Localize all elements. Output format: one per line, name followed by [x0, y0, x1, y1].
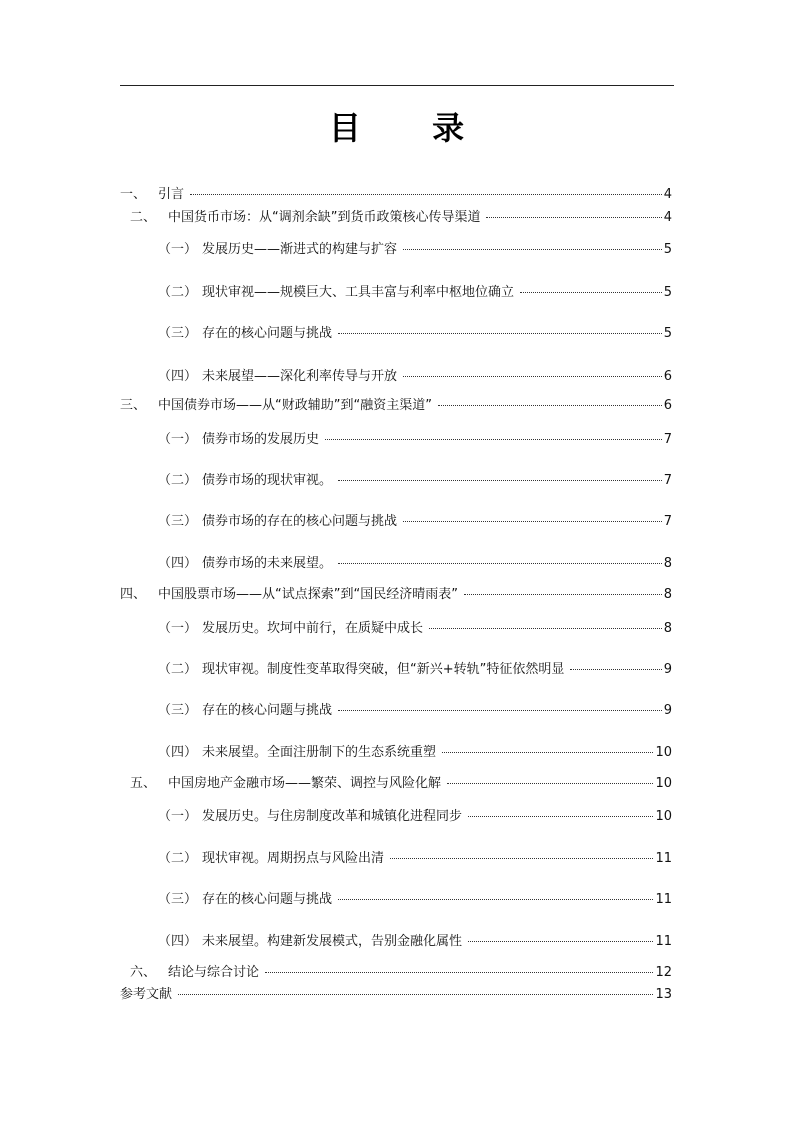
toc-entry[interactable] [158, 431, 672, 449]
dot-leader [178, 994, 653, 995]
toc-entry-page-number: 11 [655, 934, 672, 949]
toc-entry-page-number: 6 [663, 398, 672, 413]
toc-entry-page-number: 4 [663, 210, 672, 225]
toc-entry-number: （三） [158, 892, 198, 907]
toc-entry[interactable] [158, 933, 672, 951]
toc-entry-page-number: 5 [663, 285, 672, 300]
toc-entry-page-number: 6 [663, 369, 672, 384]
toc-entry-number: （四） [158, 369, 198, 384]
toc-entry-number: （一） [158, 809, 198, 824]
dot-leader [403, 249, 662, 250]
toc-entry-label: 存在的核心问题与挑战 [202, 326, 333, 341]
toc-entry-label: 存在的核心问题与挑战 [202, 703, 333, 718]
toc-entry-page-number: 7 [663, 473, 672, 488]
toc-entry-page-number: 10 [655, 745, 672, 760]
dot-leader [468, 941, 653, 942]
toc-entry-label: 结论与综合讨论 [168, 965, 260, 980]
toc-entry-page-number: 7 [663, 514, 672, 529]
dot-leader [570, 669, 661, 670]
toc-entry-label: 债券市场的现状审视。 [202, 473, 333, 488]
toc-entry-label: 存在的核心问题与挑战 [202, 892, 333, 907]
toc-entry-number: 二、 [130, 210, 157, 225]
toc-entry-page-number: 4 [663, 187, 672, 202]
dot-leader [265, 972, 653, 973]
dot-leader [338, 333, 662, 334]
toc-entry-number: 一、 [120, 187, 147, 202]
toc-entry-page-number: 12 [655, 965, 672, 980]
toc-entry-label: 债券市场的发展历史 [202, 432, 320, 447]
toc-entry-page-number: 5 [663, 326, 672, 341]
toc-entry-label: 发展历史。坎坷中前行，在质疑中成长 [202, 621, 424, 636]
toc-entry[interactable] [120, 986, 672, 1004]
toc-entry[interactable] [130, 775, 672, 793]
toc-entry-page-number: 13 [655, 987, 672, 1002]
dot-leader [338, 480, 662, 481]
toc-entry-label: 未来展望。全面注册制下的生态系统重塑 [202, 745, 437, 760]
dot-leader [338, 563, 662, 564]
toc-entry[interactable] [158, 744, 672, 762]
toc-entry-number: （一） [158, 621, 198, 636]
dot-leader [390, 858, 653, 859]
toc-entry-page-number: 8 [663, 556, 672, 571]
dot-leader [447, 783, 653, 784]
toc-entry-number: 四、 [120, 587, 147, 602]
toc-entry[interactable] [158, 472, 672, 490]
toc-entry[interactable] [130, 964, 672, 982]
toc-entry-label: 现状审视。周期拐点与风险出清 [202, 851, 385, 866]
toc-entry-label: 债券市场的未来展望。 [202, 556, 333, 571]
header-rule [120, 85, 674, 86]
dot-leader [520, 292, 662, 293]
toc-entry[interactable] [158, 661, 672, 679]
toc-entry-page-number: 11 [655, 892, 672, 907]
toc-entry-number: （二） [158, 851, 198, 866]
toc-entry[interactable] [158, 513, 672, 531]
dot-leader [403, 376, 662, 377]
toc-entry-page-number: 9 [663, 703, 672, 718]
toc-entry-number: （二） [158, 285, 198, 300]
toc-entry-label: 现状审视。制度性变革取得突破，但“新兴+转轨”特征依然明显 [202, 662, 565, 677]
toc-entry-number: （一） [158, 432, 198, 447]
dot-leader [442, 752, 653, 753]
toc-entry[interactable] [158, 620, 672, 638]
toc-entry-number: 五、 [130, 776, 157, 791]
toc-entry-number: （四） [158, 934, 198, 949]
toc-entry-label: 中国债券市场——从“财政辅助”到“融资主渠道” [158, 398, 432, 413]
toc-entry[interactable] [158, 850, 672, 868]
toc-entry-number: （四） [158, 745, 198, 760]
toc-entry-page-number: 11 [655, 851, 672, 866]
toc-entry-page-number: 10 [655, 776, 672, 791]
toc-entry-page-number: 8 [663, 587, 672, 602]
page-title: 目 录 [328, 109, 495, 147]
toc-entry[interactable] [158, 368, 672, 386]
toc-entry-page-number: 5 [663, 242, 672, 257]
toc-entry[interactable] [120, 397, 672, 415]
toc-entry-number: （一） [158, 242, 198, 257]
toc-entry-page-number: 8 [663, 621, 672, 636]
dot-leader [438, 405, 662, 406]
toc-entry-number: （二） [158, 473, 198, 488]
toc-entry-page-number: 10 [655, 809, 672, 824]
toc-entry-page-number: 9 [663, 662, 672, 677]
toc-entry[interactable] [158, 702, 672, 720]
dot-leader [486, 217, 661, 218]
toc-entry-label: 中国货币市场：从“调剂余缺”到货币政策核心传导渠道 [168, 210, 481, 225]
toc-entry-number: 六、 [130, 965, 157, 980]
toc-entry[interactable] [158, 284, 672, 302]
toc-entry-page-number: 7 [663, 432, 672, 447]
toc-entry-number: （四） [158, 556, 198, 571]
toc-entry[interactable] [120, 586, 672, 604]
toc-entry-label: 未来展望。构建新发展模式，告别金融化属性 [202, 934, 463, 949]
dot-leader [468, 816, 653, 817]
toc-entry-label: 现状审视——规模巨大、工具丰富与利率中枢地位确立 [202, 285, 515, 300]
dot-leader [403, 521, 662, 522]
toc-entry[interactable] [158, 808, 672, 826]
dot-leader [190, 194, 662, 195]
dot-leader [464, 594, 662, 595]
toc-entry-number: （三） [158, 703, 198, 718]
toc-entry[interactable] [130, 209, 672, 227]
toc-entry-label: 引言 [158, 187, 185, 202]
dot-leader [429, 628, 662, 629]
toc-entry-label: 中国房地产金融市场——繁荣、调控与风险化解 [168, 776, 442, 791]
toc-entry-number: （三） [158, 326, 198, 341]
toc-entry-label: 未来展望——深化利率传导与开放 [202, 369, 398, 384]
toc-entry[interactable] [120, 186, 672, 204]
toc-entry-number: 三、 [120, 398, 147, 413]
dot-leader [338, 899, 653, 900]
toc-entry-number: （二） [158, 662, 198, 677]
dot-leader [338, 710, 662, 711]
toc-entry[interactable] [158, 241, 672, 259]
toc-entry[interactable] [158, 325, 672, 343]
toc-entry-label: 债券市场的存在的核心问题与挑战 [202, 514, 398, 529]
dot-leader [325, 439, 662, 440]
toc-entry-label: 发展历史。与住房制度改革和城镇化进程同步 [202, 809, 463, 824]
toc-entry-number: （三） [158, 514, 198, 529]
toc-entry-label: 中国股票市场——从“试点探索”到“国民经济晴雨表” [158, 587, 458, 602]
toc-entry[interactable] [158, 891, 672, 909]
toc-entry-label: 发展历史——渐进式的构建与扩容 [202, 242, 398, 257]
toc-entry-label: 参考文献 [120, 987, 173, 1002]
toc-entry[interactable] [158, 555, 672, 573]
